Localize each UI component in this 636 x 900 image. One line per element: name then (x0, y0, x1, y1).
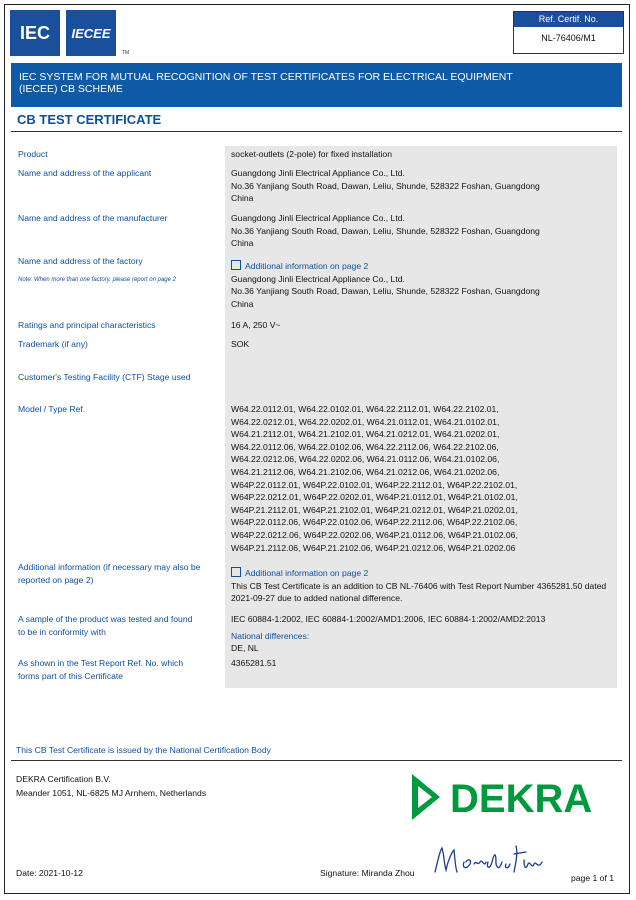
national-differences-label: National differences: (231, 630, 310, 641)
scheme-banner (11, 63, 622, 107)
product-value: socket-outlets (2-pole) for fixed installation (231, 149, 392, 159)
header-logos (10, 10, 129, 56)
ref-number: NL-76406/M1 (541, 33, 596, 43)
banner-line1: IEC SYSTEM FOR MUTUAL RECOGNITION OF TEST CERTIFICATES FOR ELECTRICAL EQUIPMENT (19, 71, 513, 83)
additional-info-checkbox[interactable]: Additional information on page 2 (231, 567, 606, 580)
report-label: As shown in the Test Report Ref. No. which forms part of this Certificate (18, 658, 184, 681)
model-list: W64.22.0112.01, W64.22.0102.01, W64.22.2112.01, W64.22.2102.01, W64.22.0212.01, W64.22.0202.01, W64.21.0112.01, W64.21.0102.01, W64.21.2112.01, W64.21.2102.01, W64.21.0212.01, W64.21.0202.01, W64.22.0112.06, W64.22.0102.06, W64.22.2112.06, W64.22.2102.06, W64.22.0212.06, W64.22.0202.06, W64.21.0112.06, W64.21.0102.06, W64.21.2112.06, W64.21.2102.06, W64.21.0212.06, W64.21.0202.06, W64P.22.0112.01, W64P.22.0102.01, W64P.22.2112.01, W64P.22.2102.01, W64P.22.0212.01, W64P.22.0202.01, W64P.21.0112.01, W64P.21.0102.01, W64P.21.2112.01, W64P.21.2102.01, W64P.21.0212.01, W64P.21.0202.01, W64P.22.0112.06, W64P.22.0102.06, W64P.22.2112.06, W64P.22.2102.06, W64P.22.0212.06, W64P.22.0202.06, W64P.21.0112.06, W64P.21.0102.06, W64P.21.2112.06, W64P.21.2102.06, W64P.21.0212.06, W64P.21.0202.06 (231, 404, 518, 553)
product-label: Product (18, 149, 48, 159)
handwritten-signature (430, 840, 560, 880)
trademark-label: Trademark (if any) (18, 339, 88, 349)
national-differences-value: DE, NL (231, 643, 259, 654)
title-divider (11, 131, 622, 132)
factory-note: Note: When more than one factory, please report on page 2 (18, 277, 176, 283)
ref-label: Ref. Certif. No. (514, 12, 623, 27)
page-number: page 1 of 1 (571, 873, 615, 883)
applicant-value: Guangdong Jinli Electrical Appliance Co., Ltd. No.36 Yanjiang South Road, Dawan, Leliu, Shunde, 528322 Foshan, Guangdong China (231, 168, 540, 204)
sample-label: A sample of the product was tested and found to be in conformity with (18, 614, 193, 637)
ratings-value: 16 A, 250 V~ (231, 320, 281, 330)
iec-logo: IEC (10, 10, 60, 56)
manufacturer-label: Name and address of the manufacturer (18, 213, 168, 223)
model-label: Model / Type Ref. (18, 404, 86, 414)
factory-label: Name and address of the factory (18, 256, 143, 266)
issued-statement: This CB Test Certificate is issued by the National Certification Body (16, 745, 271, 755)
certification-body-address: Meander 1051, NL-6825 MJ Arnhem, Netherlands (16, 788, 207, 798)
issued-divider (11, 760, 622, 761)
ref-certificate-box (513, 11, 624, 54)
issue-date: Date: 2021-10-12 (16, 868, 83, 878)
ctf-label: Customer's Testing Facility (CTF) Stage used (18, 372, 191, 382)
additional-info-value: Additional information on page 2 This CB Test Certificate is an addition to CB NL-76406 with Test Report Number 4365281.50 dated 2021-09-27 due to added national difference. (231, 568, 607, 604)
signature-label: Signature: Miranda Zhou (320, 868, 415, 878)
ratings-label: Ratings and principal characteristics (18, 320, 156, 330)
manufacturer-value: Guangdong Jinli Electrical Appliance Co., Ltd. No.36 Yanjiang South Road, Dawan, Leliu, Shunde, 528322 Foshan, Guangdong China (231, 213, 540, 249)
standards: IEC 60884-1:2002, IEC 60884-1:2002/AMD1:2006, IEC 60884-1:2002/AMD2:2013 (231, 614, 546, 624)
banner-line2: (IECEE) CB SCHEME (19, 83, 123, 95)
certification-body-name: DEKRA Certification B.V. (16, 774, 111, 784)
report-number: 4365281.51 (231, 658, 277, 668)
page-title: CB TEST CERTIFICATE (17, 112, 162, 127)
checkbox-icon (231, 567, 241, 577)
trademark-symbol: TM (122, 50, 130, 56)
dekra-logo-text: DEKRA (450, 777, 593, 821)
checkbox-icon (231, 260, 241, 270)
additional-info-label: Additional information (if necessary may also be reported on page 2) (18, 562, 201, 585)
applicant-label: Name and address of the applicant (18, 168, 152, 178)
trademark-value: SOK (231, 339, 250, 349)
sample-value (231, 613, 545, 655)
dekra-logo (410, 768, 600, 826)
factory-value: Additional information on page 2 Guangdong Jinli Electrical Appliance Co., Ltd. No.36 Yanjiang South Road, Dawan, Leliu, Shunde, 528322 Foshan, Guangdong China (231, 261, 540, 309)
iecee-logo: IECEE (66, 10, 116, 56)
factory-additional-checkbox[interactable]: Additional information on page 2 (231, 260, 540, 273)
